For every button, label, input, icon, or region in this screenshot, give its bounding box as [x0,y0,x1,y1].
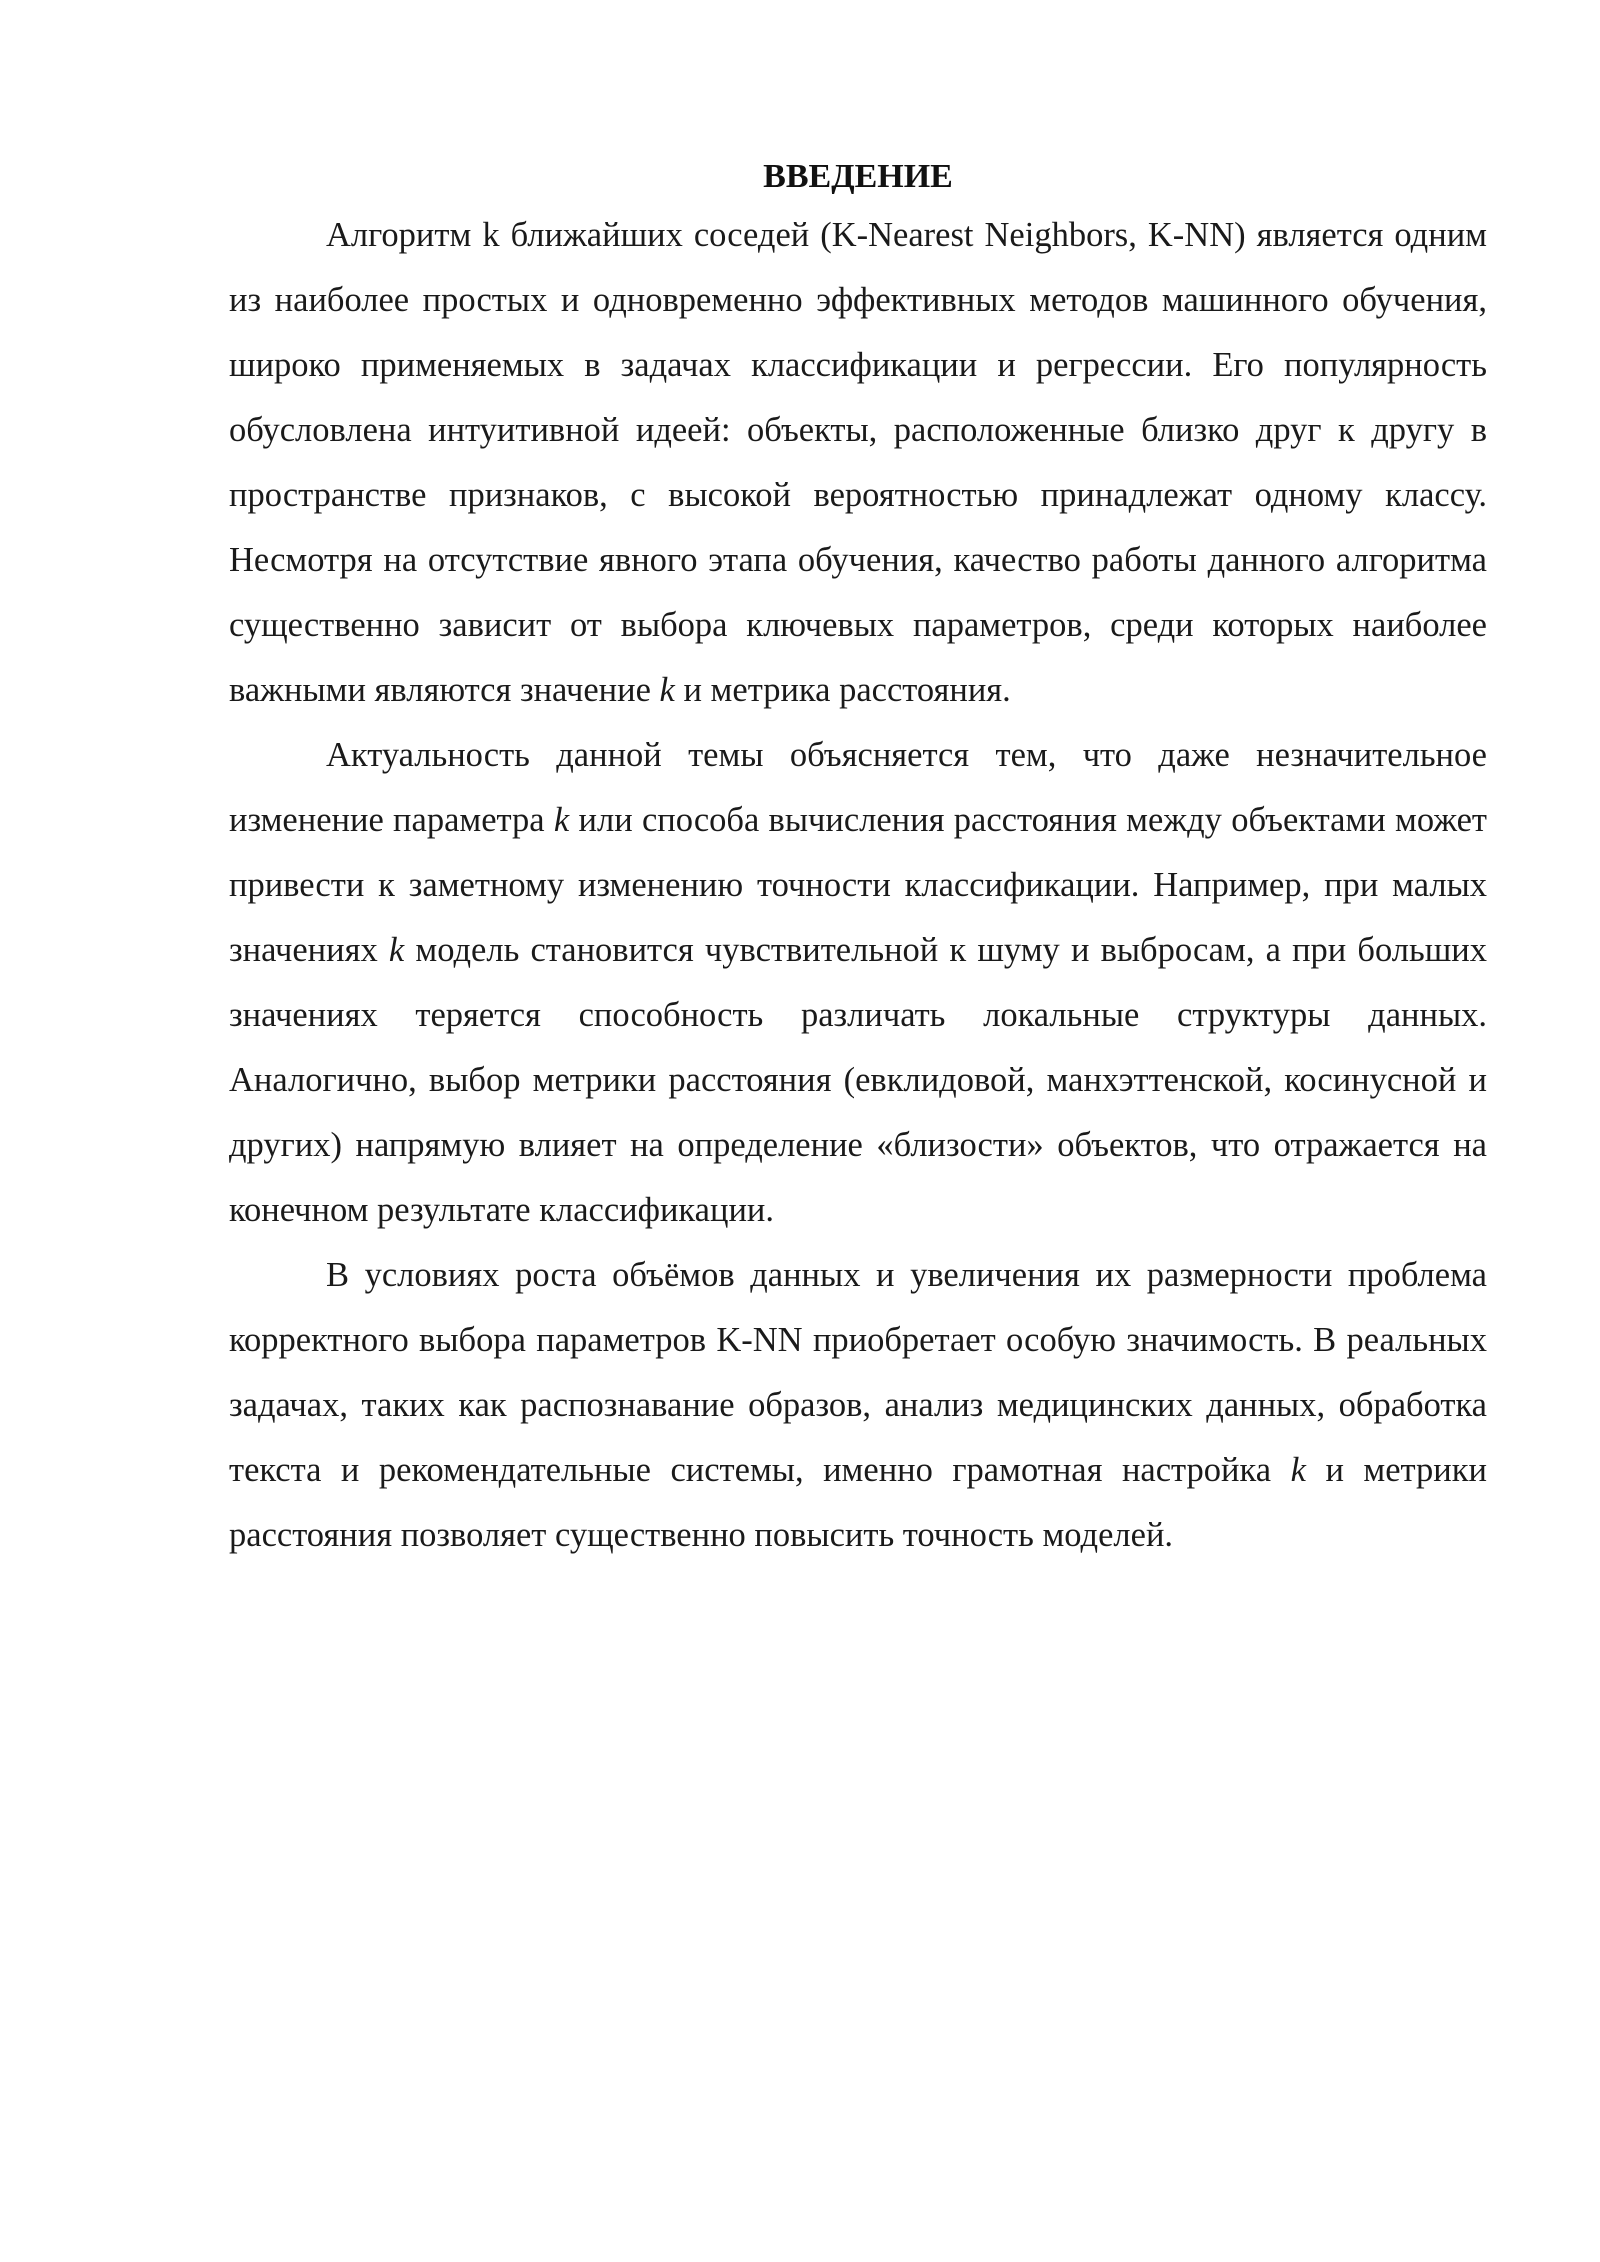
italic-variable-k: k [659,671,675,709]
paragraph-text: и метрики расстояния позволяет существенно повысить точность моделей. [229,1451,1487,1554]
italic-variable-k: k [1290,1451,1306,1489]
paragraph-text: Алгоритм k ближайших соседей (K-Nearest Neighbors, K-NN) является одним из наиболее простых и одновременно эффективных методов машинного обучения, широко применяемых в задачах классификации и регрессии. Его популярность обусловлена интуитивной идеей: объекты, расположенные близко друг к другу в пространстве признаков, с высокой вероятностью принадлежат одному классу. Несмотря на отсутствие явного этапа обучения, качество работы данного алгоритма существенно зависит от выбора ключевых параметров, среди которых наиболее важными являются значение [229,216,1487,709]
paragraph [229,723,1487,1243]
paragraph-text: и метрика расстояния. [674,671,1011,709]
paragraph-text: В условиях роста объёмов данных и увеличения их размерности проблема корректного выбора параметров K-NN приобретает особую значимость. В реальных задачах, таких как распознавание образов, анализ медицинских данных, обработка текста и рекомендательные системы, именно грамотная настройка [229,1256,1487,1489]
paragraph [229,1243,1487,1568]
paragraph-text: Актуальность данной темы объясняется тем, что даже незначительное изменение параметра [229,736,1487,839]
paragraph-text: модель становится чувствительной к шуму и выбросам, а при больших значениях теряется способность различать локальные структуры данных. Аналогично, выбор метрики расстояния (евклидовой, манхэттенской, косинусной и других) напрямую влияет на определение «близости» объектов, что отражается на конечном результате классификации. [229,931,1488,1229]
italic-variable-k: k [553,801,570,839]
section-heading: ВВЕДЕНИЕ [763,158,953,195]
paragraph-text: или способа вычисления расстояния между объектами может привести к заметному изменению точности классификации. Например, при малых значениях [229,801,1487,969]
paragraph [229,203,1487,723]
document-body [229,150,1487,1568]
italic-variable-k: k [388,931,405,969]
